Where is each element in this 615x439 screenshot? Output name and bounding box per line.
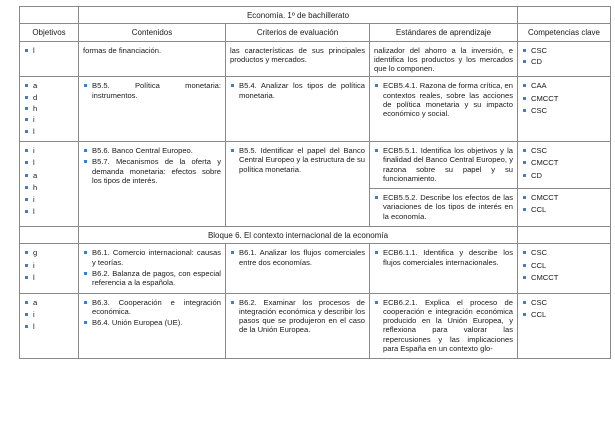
objective-item: a: [24, 298, 74, 307]
competency-item: CSC: [522, 46, 606, 55]
objectives-cell: [20, 77, 79, 141]
blank-corner-cell: [518, 7, 611, 24]
standards-cell: [370, 41, 518, 77]
objective-item: i: [24, 261, 74, 270]
table-title: Economía. 1º de bachillerato: [79, 7, 518, 24]
objective-item: h: [24, 104, 74, 113]
block-heading: Bloque 6. El contexto internacional de la economía: [79, 227, 518, 244]
competency-item: CMCCT: [522, 273, 606, 282]
objective-item: l: [24, 322, 74, 331]
table-row: [20, 141, 611, 188]
objective-item: l: [24, 273, 74, 282]
competency-item: CMCCT: [522, 158, 606, 167]
table-row: [20, 77, 611, 141]
competency-item: CSC: [522, 146, 606, 155]
content-item: B6.1. Comercio internacional: causas y teorías.: [83, 248, 221, 267]
header-estandares: Estándares de aprendizaje: [370, 24, 518, 41]
objective-item: l: [24, 46, 74, 55]
objective-item: l: [24, 207, 74, 216]
content-item: B6.4. Unión Europea (UE).: [83, 318, 221, 327]
table-row: [20, 244, 611, 293]
competency-item: CCL: [522, 205, 606, 214]
competency-item: CSC: [522, 248, 606, 257]
contents-cell: [79, 244, 226, 293]
criteria-cell: [226, 41, 370, 77]
objective-item: i: [24, 146, 74, 155]
standards-cell: [370, 77, 518, 141]
header-contenidos: Contenidos: [79, 24, 226, 41]
content-item: B6.3. Cooperación e integración económica.: [83, 298, 221, 317]
objective-item: h: [24, 183, 74, 192]
content-item: B5.6. Banco Central Europeo.: [83, 146, 221, 155]
content-item: B5.7. Mecanismos de la oferta y demanda monetaria: efectos sobre los tipos de interés.: [83, 157, 221, 185]
objective-item: i: [24, 195, 74, 204]
header-criterios: Criterios de evaluación: [226, 24, 370, 41]
competency-item: CD: [522, 171, 606, 180]
competency-item: CMCCT: [522, 94, 606, 103]
criterion-item: las características de sus principales productos y mercados.: [230, 45, 365, 64]
content-item: B6.2. Balanza de pagos, con especial referencia a la española.: [83, 269, 221, 288]
objective-item: g: [24, 248, 74, 257]
content-item: B5.5. Política monetaria: instrumentos.: [83, 81, 221, 100]
content-item: formas de financiación.: [83, 45, 162, 55]
contents-cell: [79, 77, 226, 141]
objectives-cell: [20, 141, 79, 226]
blank-corner-cell: [20, 7, 79, 24]
standards-cell: [370, 141, 518, 188]
criteria-cell: [226, 293, 370, 359]
table-row: [20, 41, 611, 77]
header-objetivos: Objetivos: [20, 24, 79, 41]
blank-cell: [20, 227, 79, 244]
objective-item: a: [24, 81, 74, 90]
objectives-cell: [20, 293, 79, 359]
competency-item: CSC: [522, 106, 606, 115]
competency-item: CSC: [522, 298, 606, 307]
standard-item: ECB5.5.2. Describe los efectos de las variaciones de los tipos de interés en la economía.: [374, 193, 513, 221]
objective-item: l: [24, 127, 74, 136]
contents-cell: [79, 293, 226, 359]
standard-item: ECB5.5.1. Identifica los objetivos y la finalidad del Banco Central Europeo, y razona sobre su papel y su funcionamiento.: [374, 146, 513, 183]
competencies-cell: [518, 189, 611, 227]
objective-item: d: [24, 93, 74, 102]
standards-cell: [370, 293, 518, 359]
header-competencias: Competencias clave: [518, 24, 611, 41]
criteria-cell: [226, 77, 370, 141]
standard-item: ECB6.2.1. Explica el proceso de cooperación e integración económica producido en la Unión Europea, y reflexiona para valorar las repercusiones y las implicaciones para España en un contexto glo-: [374, 298, 513, 354]
contents-cell: [79, 141, 226, 226]
standards-cell: [370, 189, 518, 227]
criteria-cell: [226, 141, 370, 226]
competency-item: CCL: [522, 310, 606, 319]
criterion-item: B6.1. Analizar los flujos comerciales entre dos economías.: [230, 248, 365, 267]
blank-cell: [518, 227, 611, 244]
objective-item: a: [24, 171, 74, 180]
objectives-cell: [20, 41, 79, 77]
contents-cell: [79, 41, 226, 77]
competencies-cell: [518, 141, 611, 188]
standard-item: ECB6.1.1. Identifica y describe los flujos comerciales internacionales.: [374, 248, 513, 267]
objective-item: i: [24, 115, 74, 124]
criteria-cell: [226, 244, 370, 293]
standard-item: nalizador del ahorro a la inversión, e identifica los productos y los mercados que lo componen.: [374, 45, 513, 74]
criterion-item: B6.2. Examinar los procesos de integración económica y describir los pasos que se produjeron en el caso de la Unión Europea.: [230, 298, 365, 335]
competencies-cell: [518, 77, 611, 141]
criterion-item: B5.4. Analizar los tipos de política monetaria.: [230, 81, 365, 100]
curriculum-table: [19, 6, 611, 359]
competency-item: CMCCT: [522, 193, 606, 202]
objective-item: i: [24, 310, 74, 319]
table-row: [20, 293, 611, 359]
competency-item: CD: [522, 57, 606, 66]
competency-item: CCL: [522, 261, 606, 270]
standards-cell: [370, 244, 518, 293]
competencies-cell: [518, 293, 611, 359]
standard-item: ECB5.4.1. Razona de forma crítica, en contextos reales, sobre las acciones de política monetaria y su impacto económico y social.: [374, 81, 513, 118]
competencies-cell: [518, 244, 611, 293]
competency-item: CAA: [522, 81, 606, 90]
criterion-item: B5.5. Identificar el papel del Banco Central Europeo y la estructura de su política monetaria.: [230, 146, 365, 174]
objectives-cell: [20, 244, 79, 293]
competencies-cell: [518, 41, 611, 77]
objective-item: l: [24, 158, 74, 167]
